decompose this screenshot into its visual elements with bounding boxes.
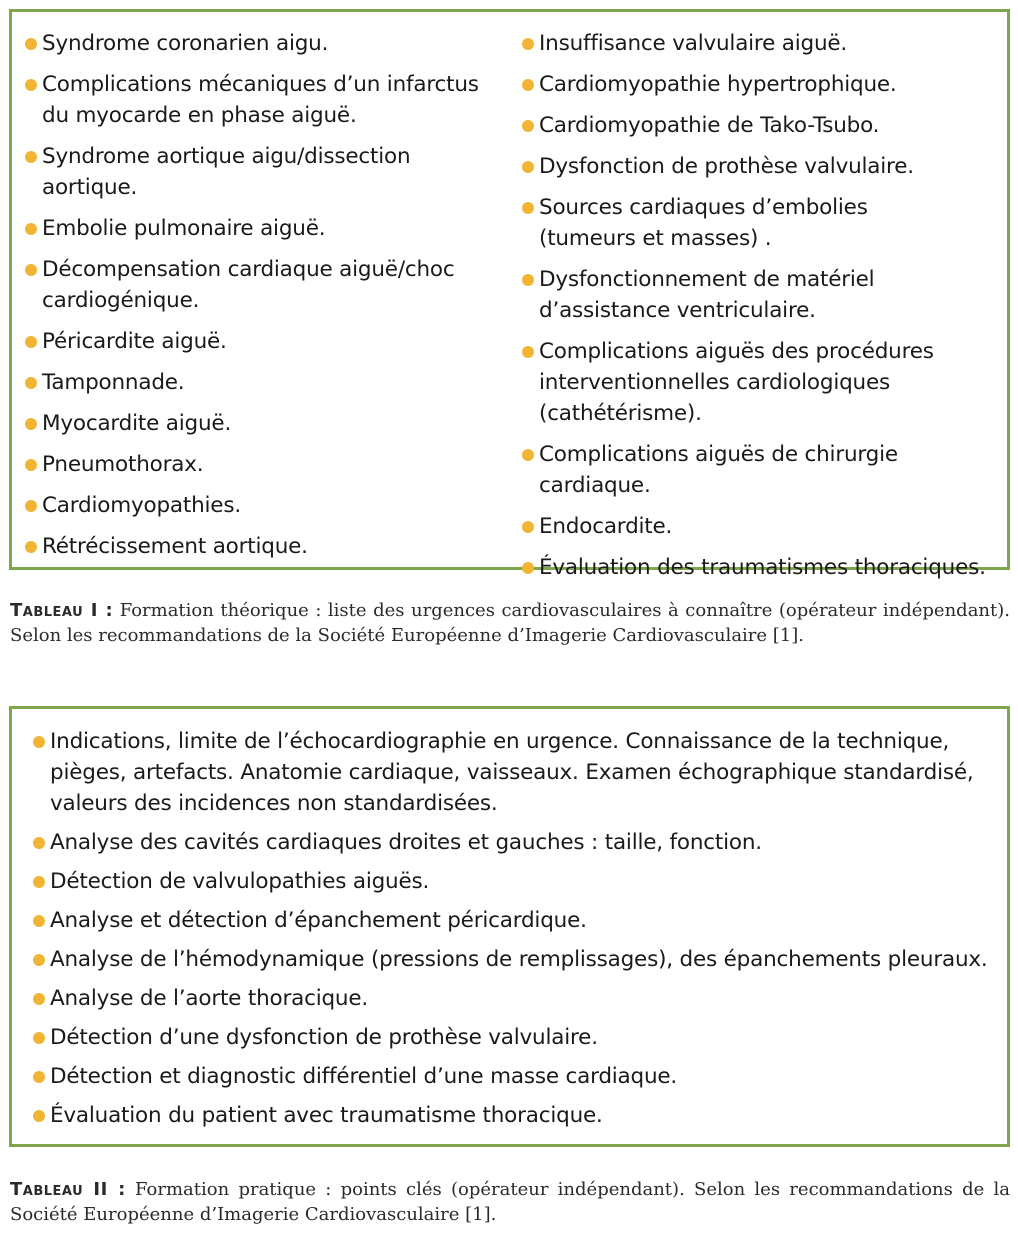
list-item-text: (tumeurs et masses) . [539, 226, 772, 251]
list-item-text: Dysfonction de prothèse valvulaire. [539, 154, 914, 179]
table-1-right-column [521, 28, 999, 593]
list-item-text: Pneumothorax. [42, 452, 204, 477]
list-item-text: Dysfonctionnement de matériel [539, 267, 875, 292]
bullet-icon [33, 1071, 45, 1083]
bullet-icon [522, 79, 534, 91]
bullet-icon [25, 500, 37, 512]
bullet-icon [522, 161, 534, 173]
list-item-text: Insuffisance valvulaire aiguë. [539, 31, 848, 56]
bullet-icon [25, 377, 37, 389]
list-item [521, 192, 999, 254]
list-item-text: Péricardite aiguë. [42, 329, 227, 354]
table-1-caption-label: Tableau I : [10, 600, 114, 621]
list-item-text: cardiogénique. [42, 288, 200, 313]
list-item [521, 336, 999, 429]
list-item-text: Analyse de l’aorte thoracique. [50, 986, 369, 1011]
list-item-text: Évaluation du patient avec traumatisme thoracique. [50, 1103, 603, 1128]
list-item-text: Détection de valvulopathies aiguës. [50, 869, 430, 894]
bullet-icon [33, 837, 45, 849]
list-item [521, 264, 999, 326]
list-item [32, 827, 992, 858]
list-item [32, 866, 992, 897]
list-item-text: interventionnelles cardiologiques [539, 370, 891, 395]
table-1-left-column [24, 28, 494, 572]
list-item-text: Complications aiguës des procédures [539, 339, 934, 364]
table-1-caption [10, 598, 1010, 648]
list-item [32, 1061, 992, 1092]
list-item [24, 326, 494, 357]
bullet-icon [522, 346, 534, 358]
list-item-text: d’assistance ventriculaire. [539, 298, 816, 323]
list-item-text: pièges, artefacts. Anatomie cardiaque, vaisseaux. Examen échographique standardisé, [50, 760, 974, 785]
list-item-text: Indications, limite de l’échocardiographie en urgence. Connaissance de la technique, [50, 729, 950, 754]
list-item [24, 367, 494, 398]
list-item-text: Myocardite aiguë. [42, 411, 232, 436]
table-2-box [9, 706, 1010, 1147]
bullet-icon [522, 274, 534, 286]
list-item [32, 1100, 992, 1131]
bullet-icon [33, 954, 45, 966]
list-item-text: Embolie pulmonaire aiguë. [42, 216, 326, 241]
list-item [24, 449, 494, 480]
bullet-icon [25, 223, 37, 235]
list-item-text: Évaluation des traumatismes thoraciques. [539, 555, 986, 580]
list-item-text: Analyse et détection d’épanchement péricardique. [50, 908, 587, 933]
list-item [32, 944, 992, 975]
list-item [521, 552, 999, 583]
bullet-icon [522, 521, 534, 533]
bullet-icon [25, 541, 37, 553]
table-1-box [9, 9, 1010, 580]
table-2-caption [10, 1177, 1010, 1227]
list-item-text: aortique. [42, 175, 138, 200]
list-item [521, 69, 999, 100]
bullet-icon [25, 264, 37, 276]
bullet-icon [25, 459, 37, 471]
list-item-text: Syndrome aortique aigu/dissection [42, 144, 411, 169]
list-item-text: Complications mécaniques d’un infarctus [42, 72, 479, 97]
bullet-icon [522, 449, 534, 461]
list-item [32, 983, 992, 1014]
list-item [24, 141, 494, 203]
list-item-text: Syndrome coronarien aigu. [42, 31, 329, 56]
bullet-icon [33, 993, 45, 1005]
bullet-icon [522, 562, 534, 574]
list-item [521, 110, 999, 141]
list-item-text: cardiaque. [539, 473, 651, 498]
list-item-text: Sources cardiaques d’embolies [539, 195, 868, 220]
list-item [24, 28, 494, 59]
list-item [24, 213, 494, 244]
list-item-text: Tamponnade. [42, 370, 185, 395]
list-item [24, 254, 494, 316]
bullet-icon [33, 876, 45, 888]
list-item [24, 69, 494, 131]
list-item-text: Complications aiguës de chirurgie [539, 442, 898, 467]
table-2-caption-text: Formation pratique : points clés (opérateur indépendant). Selon les recommandations de la Société Européenne d’Imagerie Cardiovasculaire [1]. [10, 1179, 1010, 1225]
bullet-icon [25, 336, 37, 348]
bullet-icon [522, 38, 534, 50]
list-item-text: Cardiomyopathies. [42, 493, 241, 518]
bullet-icon [33, 915, 45, 927]
list-item-text: Analyse des cavités cardiaques droites et gauches : taille, fonction. [50, 830, 762, 855]
bullet-icon [33, 1110, 45, 1122]
list-item [521, 439, 999, 501]
bullet-icon [522, 202, 534, 214]
list-item [24, 408, 494, 439]
bullet-icon [25, 38, 37, 50]
bullet-icon [33, 1032, 45, 1044]
table-1-caption-text: Formation théorique : liste des urgences cardiovasculaires à connaître (opérateur indépendant). Selon les recommandations de la Société Européenne d’Imagerie Cardiovasculaire [1]. [10, 600, 1010, 646]
list-item [24, 490, 494, 521]
list-item [521, 151, 999, 182]
list-item-text: (cathétérisme). [539, 401, 702, 426]
list-item [32, 726, 992, 819]
list-item-text: du myocarde en phase aiguë. [42, 103, 357, 128]
list-item [24, 531, 494, 562]
bullet-icon [33, 736, 45, 748]
list-item-text: Rétrécissement aortique. [42, 534, 308, 559]
table-2-caption-label: Tableau II : [10, 1179, 126, 1200]
list-item-text: Détection et diagnostic différentiel d’une masse cardiaque. [50, 1064, 678, 1089]
bullet-icon [522, 120, 534, 132]
list-item-text: Cardiomyopathie hypertrophique. [539, 72, 897, 97]
list-item-text: valeurs des incidences non standardisées. [50, 791, 498, 816]
list-item [521, 511, 999, 542]
list-item [521, 28, 999, 59]
list-item-text: Cardiomyopathie de Tako-Tsubo. [539, 113, 880, 138]
list-item-text: Décompensation cardiaque aiguë/choc [42, 257, 455, 282]
list-item-text: Endocardite. [539, 514, 673, 539]
bullet-icon [25, 79, 37, 91]
bullet-icon [25, 418, 37, 430]
list-item-text: Analyse de l’hémodynamique (pressions de remplissages), des épanchements pleuraux. [50, 947, 988, 972]
bullet-icon [25, 151, 37, 163]
list-item [32, 1022, 992, 1053]
list-item-text: Détection d’une dysfonction de prothèse valvulaire. [50, 1025, 598, 1050]
list-item [32, 905, 992, 936]
table-2-list [32, 726, 992, 1139]
